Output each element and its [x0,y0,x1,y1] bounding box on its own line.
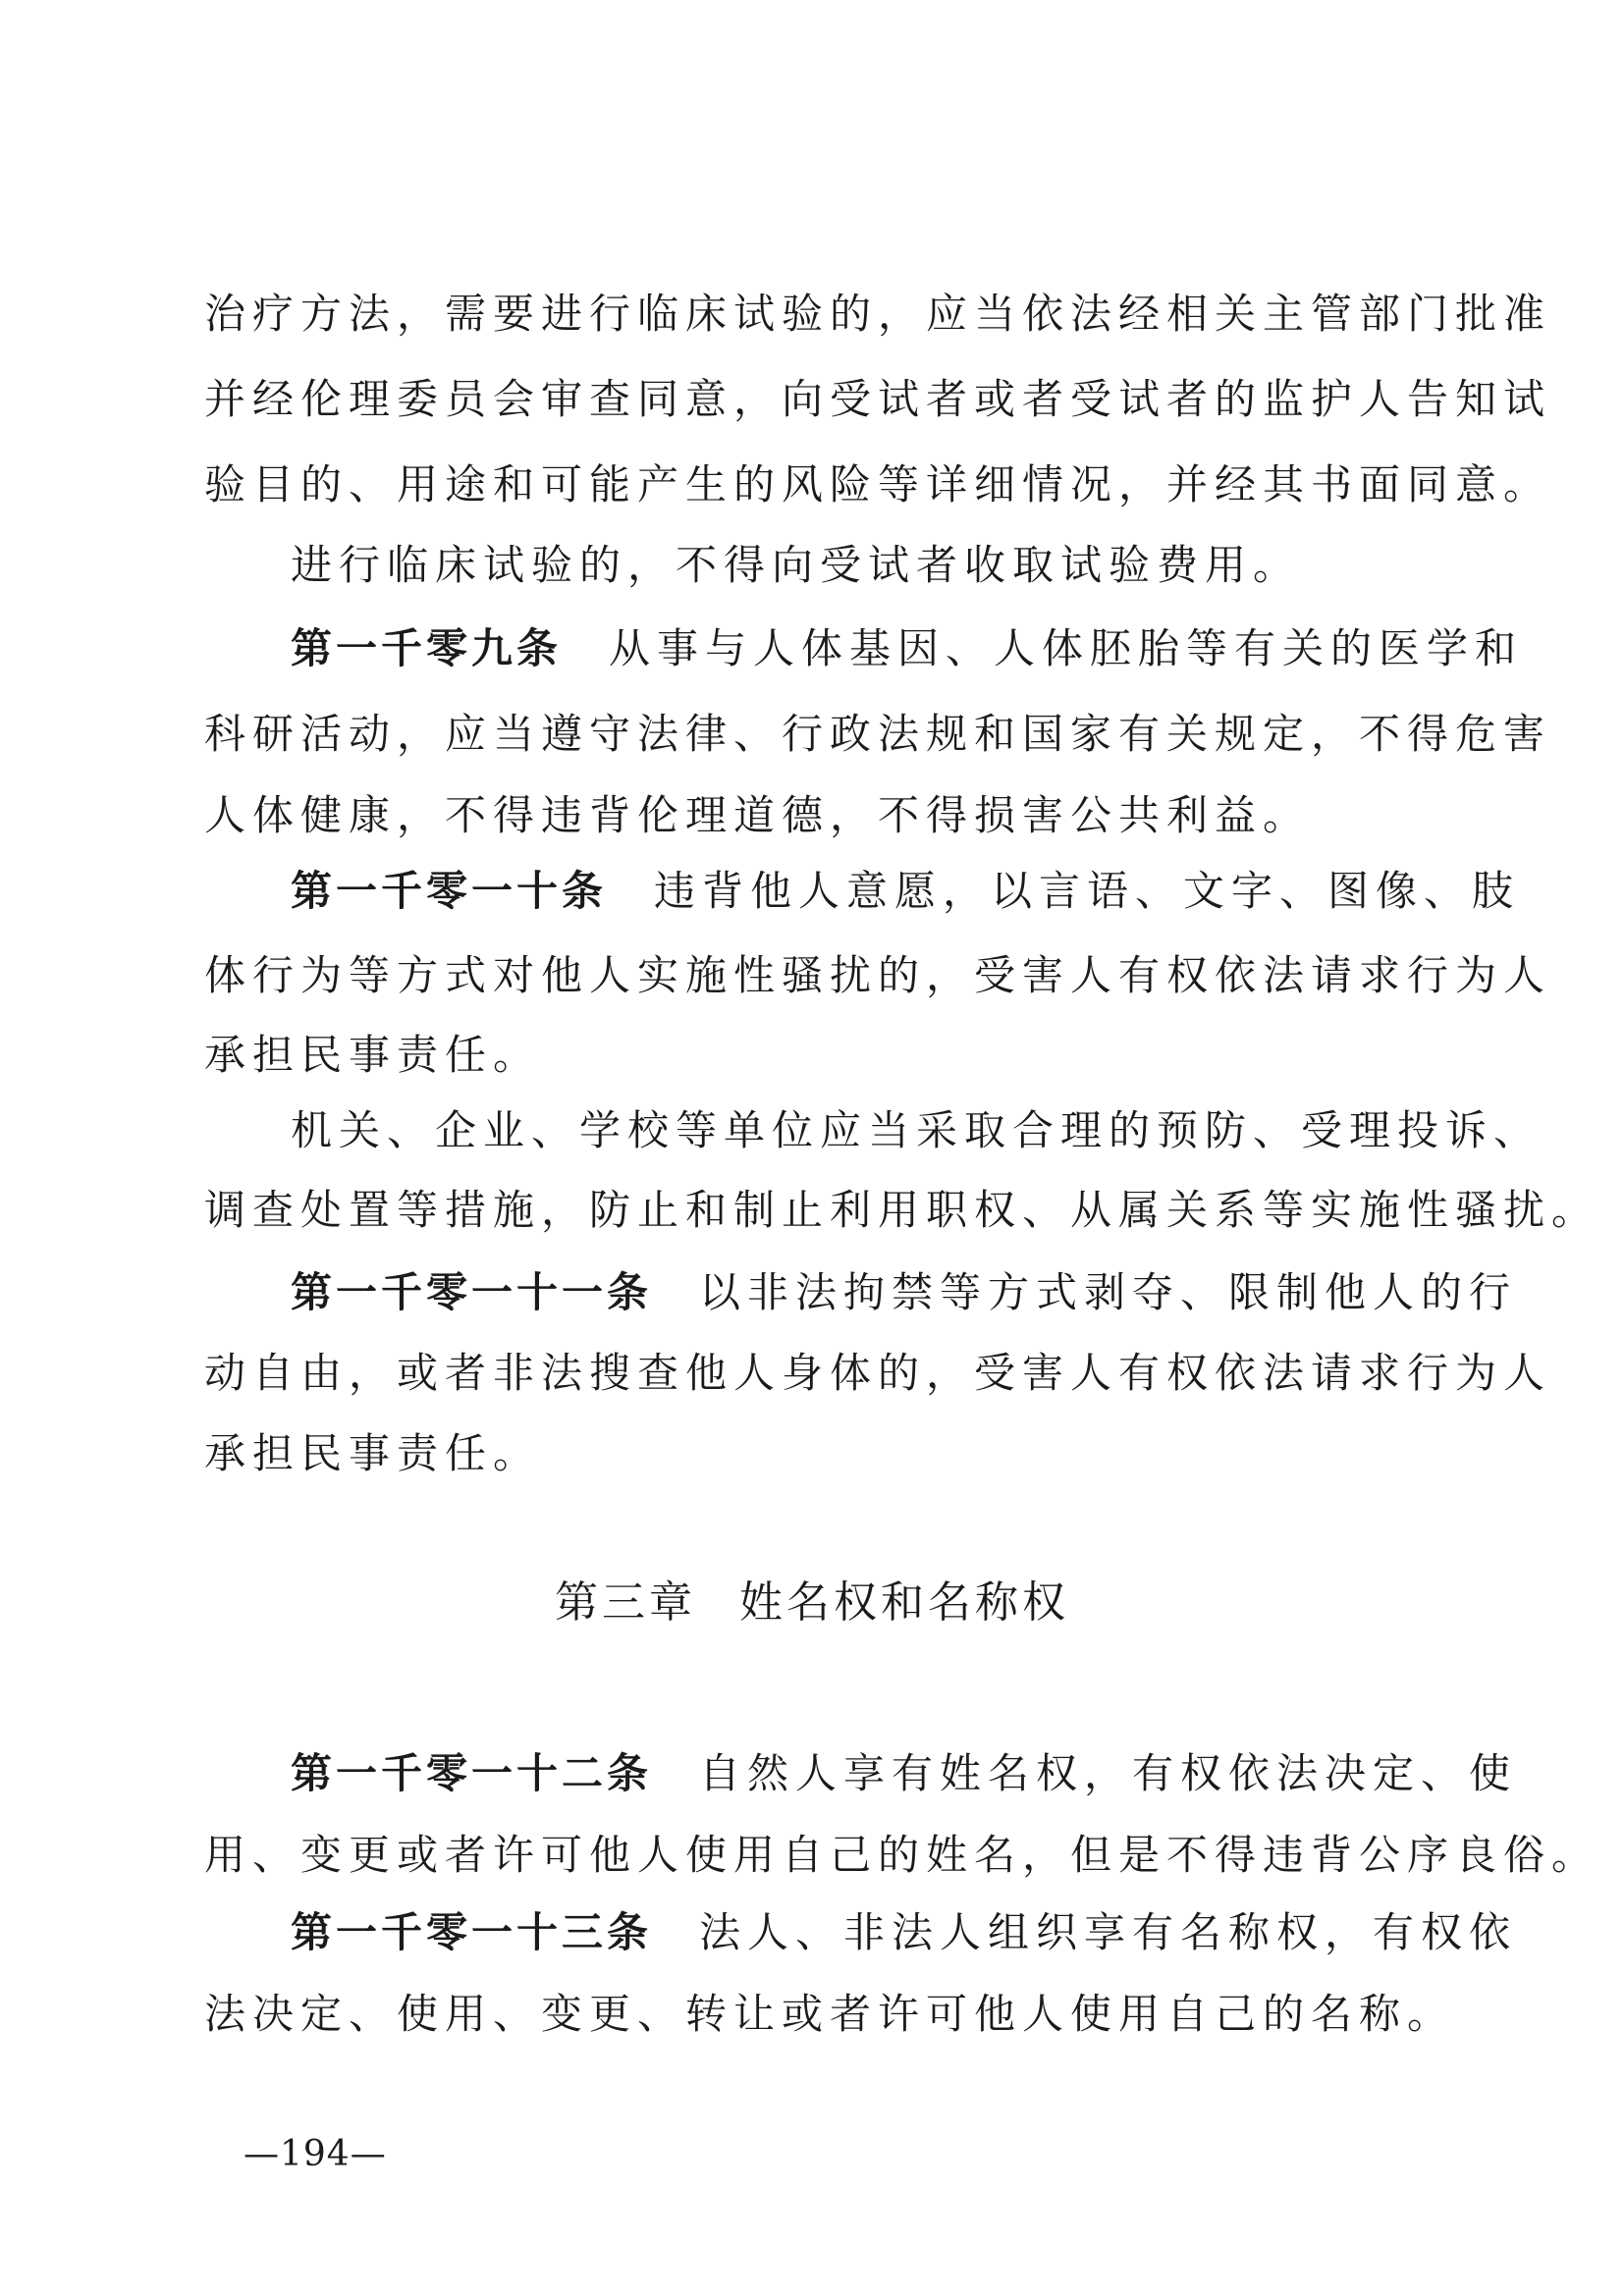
chapter-heading [0,1559,1624,1647]
page-number: —194— [244,2134,387,2174]
chapter-title: 姓名权和名称权 [739,1577,1069,1628]
text-line: 进行临床试验的，不得向受试者收取试验费用。 [291,541,1302,589]
text-line: 承担民事责任。 [204,1429,542,1477]
text-line: 并经伦理委员会审查同意，向受试者或者受试者的监护人告知试 [204,375,1552,423]
text-line: 科研活动，应当遵守法律、行政法规和国家有关规定，不得危害 [204,710,1552,758]
text-line: 动自由，或者非法搜查他人身体的，受害人有权依法请求行为人 [204,1349,1552,1397]
article-heading: 第一千零一十三条 [291,1908,653,1956]
article-1011-first-line [291,1253,1517,1333]
article-1010-first-line [291,851,1520,932]
article-text: 自然人享有姓名权，有权依法决定、使 [699,1749,1518,1797]
text-line: 承担民事责任。 [204,1031,542,1079]
text-line: 验目的、用途和可能产生的风险等详细情况，并经其书面同意。 [204,460,1552,508]
text-line: 人体健康，不得违背伦理道德，不得损害公共利益。 [204,791,1312,839]
article-text: 以非法拘禁等方式剥夺、限制他人的行 [699,1268,1518,1316]
text-line: 体行为等方式对他人实施性骚扰的，受害人有权依法请求行为人 [204,951,1552,999]
text-line: 治疗方法，需要进行临床试验的，应当依法经相关主管部门批准 [204,290,1552,338]
article-1012-first-line [291,1734,1517,1814]
article-1009-first-line [291,609,1523,689]
text-line: 机关、企业、学校等单位应当采取合理的预防、受理投诉、 [291,1106,1543,1154]
article-text: 违背他人意愿，以言语、文字、图像、肢 [654,867,1521,915]
article-text: 法人、非法人组织享有名称权，有权依 [699,1908,1518,1956]
article-heading: 第一千零一十二条 [291,1749,653,1797]
article-heading: 第一千零一十条 [291,867,608,915]
text-line: 法决定、使用、变更、转让或者许可他人使用自己的名称。 [204,1990,1456,2038]
text-line: 用、变更或者许可他人使用自己的姓名，但是不得违背公序良俗。 [204,1831,1600,1879]
text-line: 调查处置等措施，防止和制止利用职权、从属关系等实施性骚扰。 [204,1186,1600,1234]
article-1013-first-line [291,1893,1517,1973]
article-text: 从事与人体基因、人体胚胎等有关的医学和 [609,624,1524,672]
article-heading: 第一千零一十一条 [291,1268,653,1316]
article-heading: 第一千零九条 [291,624,563,672]
chapter-number: 第三章 [555,1577,696,1628]
